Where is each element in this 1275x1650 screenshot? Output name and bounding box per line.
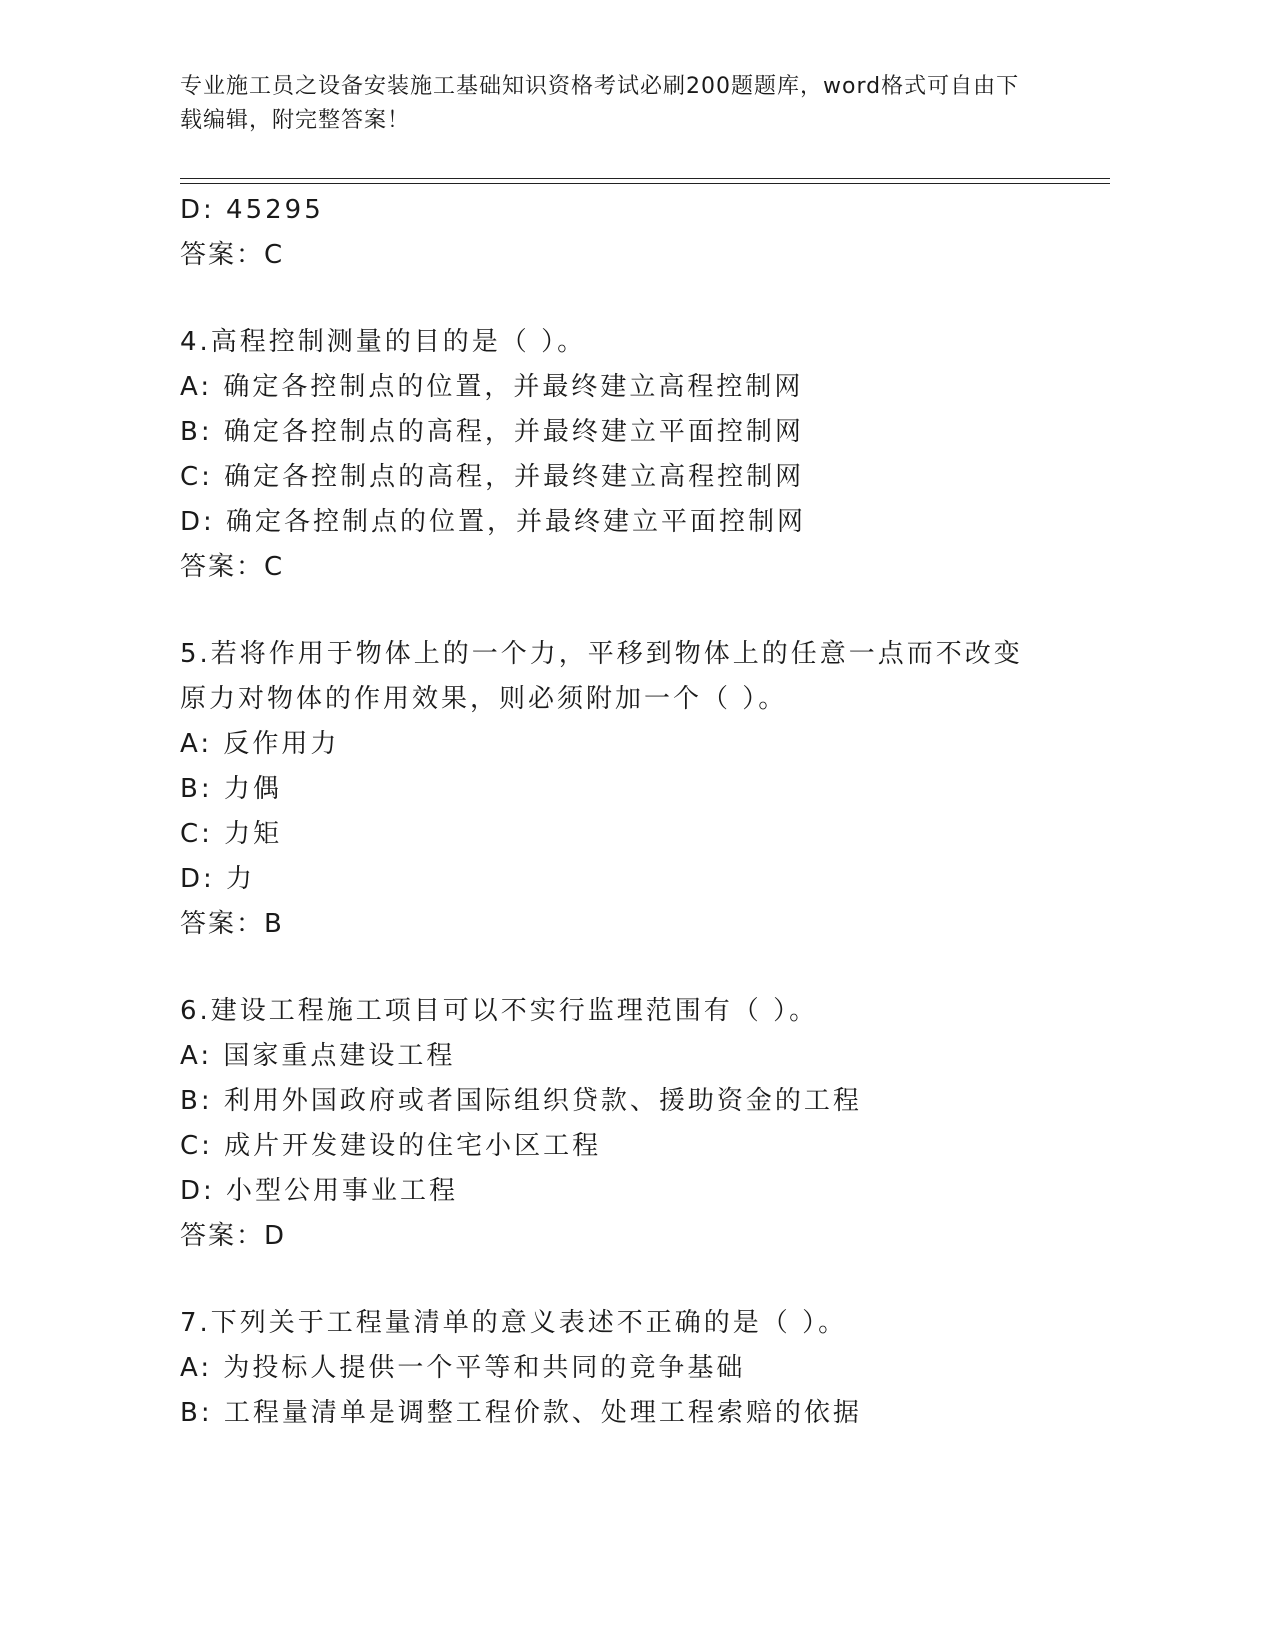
document-title: 专业施工员之设备安装施工基础知识资格考试必刷200题题库，word格式可自由下载编辑，附完整答案！ — [180, 74, 1020, 133]
option-c: C: 确定各控制点的高程，并最终建立高程控制网 — [180, 462, 805, 492]
question-stem: 6.建设工程施工项目可以不实行监理范围有（ ）。 — [180, 996, 819, 1026]
option-a: A: 为投标人提供一个平等和共同的竞争基础 — [180, 1353, 746, 1383]
option-d: D: 力 — [180, 864, 256, 894]
question-stem: 7.下列关于工程量清单的意义表述不正确的是（ ）。 — [180, 1308, 848, 1338]
option-c: C: 成片开发建设的住宅小区工程 — [180, 1131, 602, 1161]
option-d: D: 确定各控制点的位置，并最终建立平面控制网 — [180, 507, 807, 537]
answer: 答案：C — [180, 240, 285, 270]
answer: 答案：B — [180, 909, 284, 939]
answer: 答案：D — [180, 1221, 287, 1251]
document-header — [180, 70, 1040, 138]
header-divider-bottom — [180, 183, 1110, 184]
question-list — [180, 188, 1080, 1436]
option-b: B: 利用外国政府或者国际组织贷款、援助资金的工程 — [180, 1086, 862, 1116]
option-b: B: 力偶 — [180, 774, 282, 804]
option-d: D: 小型公用事业工程 — [180, 1176, 459, 1206]
option-a: A: 国家重点建设工程 — [180, 1041, 456, 1071]
question-stem: 5.若将作用于物体上的一个力，平移到物体上的任意一点而不改变原力对物体的作用效果，则必须附加一个（ ）。 — [180, 639, 1023, 714]
header-divider-top — [180, 178, 1110, 179]
option-c: C: 力矩 — [180, 819, 283, 849]
option-a: A: 确定各控制点的位置，并最终建立高程控制网 — [180, 372, 804, 402]
question-5 — [180, 632, 1080, 947]
option-b: B: 确定各控制点的高程，并最终建立平面控制网 — [180, 417, 804, 447]
option-b: B: 工程量清单是调整工程价款、处理工程索赔的依据 — [180, 1398, 862, 1428]
question-stem: 4.高程控制测量的目的是（ ）。 — [180, 327, 587, 357]
option-d: D: 45295 — [180, 195, 324, 225]
previous-question-tail — [180, 188, 1080, 278]
question-6 — [180, 989, 1080, 1259]
question-4 — [180, 320, 1080, 590]
option-a: A: 反作用力 — [180, 729, 340, 759]
answer: 答案：C — [180, 552, 285, 582]
question-7 — [180, 1301, 1080, 1436]
